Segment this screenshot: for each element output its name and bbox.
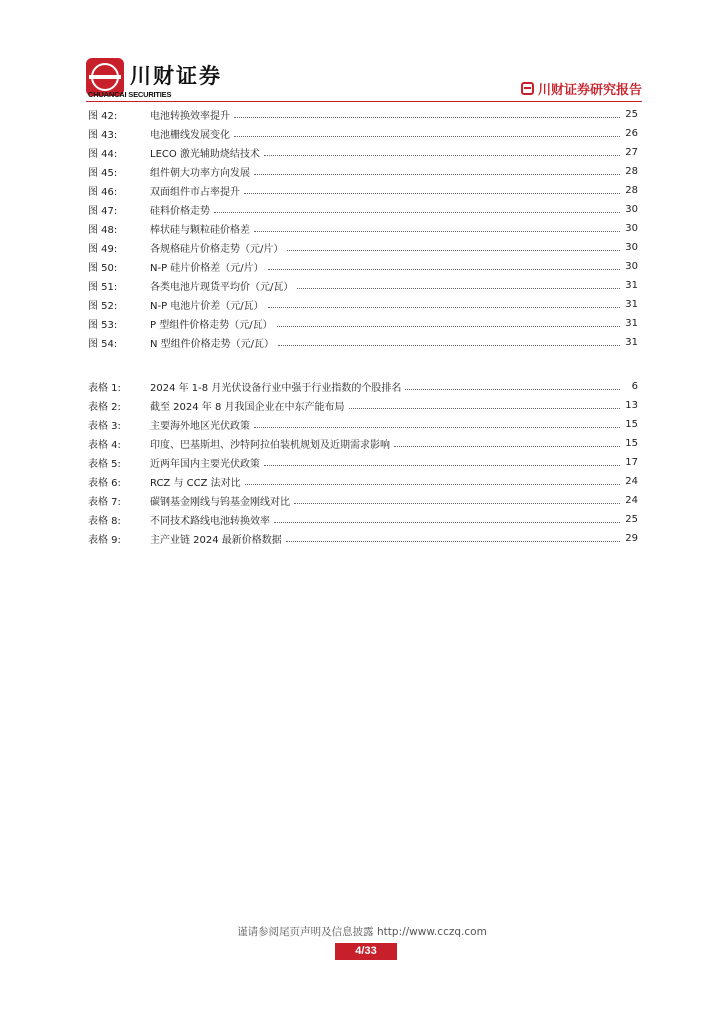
figure-entry-page: 31 (625, 280, 638, 291)
figure-entry-leader-dots (214, 212, 620, 213)
report-logo-icon (521, 82, 534, 95)
table-entry-title: 碳钢基金刚线与钨基金刚线对比 (150, 497, 290, 508)
figure-entry-title: N-P 电池片价差（元/瓦） (150, 301, 264, 312)
table-entry-page: 13 (625, 400, 638, 411)
table-entry-label: 表格 3: (88, 421, 121, 432)
figure-entry-title: 组件朝大功率方向发展 (150, 168, 250, 179)
figure-list (88, 105, 638, 352)
figure-entry-leader-dots (254, 174, 620, 175)
table-entry-page: 29 (625, 533, 638, 544)
table-entry[interactable] (88, 529, 638, 548)
figure-entry[interactable] (88, 124, 638, 143)
page-number: 4/33 (335, 943, 397, 960)
figure-entry-leader-dots (234, 136, 620, 137)
table-entry-leader-dots (245, 484, 620, 485)
company-name-en: CHUANCAI SECURITIES (88, 90, 172, 99)
table-entry-title: 近两年国内主要光伏政策 (150, 459, 260, 470)
table-entry-leader-dots (405, 389, 620, 390)
table-entry-page: 24 (625, 495, 638, 506)
figure-entry-label: 图 47: (88, 206, 118, 217)
figure-entry-label: 图 43: (88, 130, 118, 141)
figure-entry-leader-dots (287, 250, 620, 251)
table-entry-label: 表格 7: (88, 497, 121, 508)
figure-entry-page: 30 (625, 242, 638, 253)
figure-entry-page: 25 (625, 109, 638, 120)
table-entry-leader-dots (274, 522, 620, 523)
report-tag (521, 78, 642, 98)
figure-entry-title: N-P 硅片价格差（元/片） (150, 263, 264, 274)
table-entry-title: 主要海外地区光伏政策 (150, 421, 250, 432)
figure-entry-page: 31 (625, 318, 638, 329)
figure-entry-page: 31 (625, 337, 638, 348)
table-entry-leader-dots (286, 541, 620, 542)
table-entry-leader-dots (254, 427, 620, 428)
table-entry-label: 表格 2: (88, 402, 121, 413)
table-entry-leader-dots (349, 408, 620, 409)
report-tag-label: 川财证券研究报告 (537, 82, 642, 98)
figure-entry-leader-dots (264, 155, 620, 156)
page-header (86, 56, 642, 102)
table-entry-label: 表格 9: (88, 535, 121, 546)
figure-entry-leader-dots (268, 307, 620, 308)
table-entry-leader-dots (264, 465, 620, 466)
table-entry-label: 表格 1: (88, 383, 121, 394)
table-entry[interactable] (88, 491, 638, 510)
figure-entry[interactable] (88, 314, 638, 333)
table-entry[interactable] (88, 396, 638, 415)
table-entry[interactable] (88, 453, 638, 472)
table-entry[interactable] (88, 377, 638, 396)
figure-entry[interactable] (88, 200, 638, 219)
figure-entry-leader-dots (278, 345, 620, 346)
figure-entry[interactable] (88, 257, 638, 276)
table-entry-leader-dots (394, 446, 620, 447)
figure-entry-leader-dots (254, 231, 620, 232)
figure-entry-leader-dots (268, 269, 620, 270)
figure-entry[interactable] (88, 162, 638, 181)
figure-entry-leader-dots (234, 117, 620, 118)
figure-entry-label: 图 49: (88, 244, 118, 255)
figure-entry-title: 硅料价格走势 (150, 206, 210, 217)
figure-entry-label: 图 53: (88, 320, 118, 331)
table-entry-title: RCZ 与 CCZ 法对比 (150, 478, 241, 489)
figure-entry-title: P 型组件价格走势（元/瓦） (150, 320, 273, 331)
table-list (88, 377, 638, 548)
table-entry-title: 主产业链 2024 最新价格数据 (150, 535, 282, 546)
header-divider (86, 101, 642, 102)
figure-entry-page: 28 (625, 185, 638, 196)
figure-entry[interactable] (88, 276, 638, 295)
figure-entry-page: 27 (625, 147, 638, 158)
figure-entry-title: 双面组件市占率提升 (150, 187, 240, 198)
figure-entry-label: 图 45: (88, 168, 118, 179)
table-entry-label: 表格 4: (88, 440, 121, 451)
figure-entry-title: N 型组件价格走势（元/瓦） (150, 339, 275, 350)
figure-entry[interactable] (88, 219, 638, 238)
figure-entry-title: LECO 激光辅助烧结技术 (150, 149, 260, 160)
figure-entry[interactable] (88, 105, 638, 124)
figure-entry[interactable] (88, 181, 638, 200)
table-entry-title: 截至 2024 年 8 月我国企业在中东产能布局 (150, 402, 345, 413)
table-entry-title: 印度、巴基斯坦、沙特阿拉伯装机规划及近期需求影响 (150, 440, 390, 451)
company-name-cn: 川财证券 (130, 64, 222, 88)
figure-entry-title: 各规格硅片价格走势（元/片） (150, 244, 284, 255)
table-entry-title: 2024 年 1-8 月光伏设备行业中强于行业指数的个股排名 (150, 383, 402, 394)
table-entry-label: 表格 5: (88, 459, 121, 470)
figure-entry-page: 30 (625, 204, 638, 215)
figure-entry-title: 电池转换效率提升 (150, 111, 230, 122)
table-entry-page: 24 (625, 476, 638, 487)
figure-entry-title: 各类电池片现货平均价（元/瓦） (150, 282, 294, 293)
table-entry-title: 不同技术路线电池转换效率 (150, 516, 270, 527)
figure-entry-page: 30 (625, 261, 638, 272)
figure-entry-page: 30 (625, 223, 638, 234)
figure-entry-page: 31 (625, 299, 638, 310)
table-entry-label: 表格 8: (88, 516, 121, 527)
figure-entry-label: 图 51: (88, 282, 118, 293)
figure-entry-page: 28 (625, 166, 638, 177)
figure-entry-leader-dots (244, 193, 620, 194)
table-entry[interactable] (88, 415, 638, 434)
table-entry-label: 表格 6: (88, 478, 121, 489)
figure-entry-label: 图 48: (88, 225, 118, 236)
figure-entry-label: 图 54: (88, 339, 118, 350)
table-entry-page: 6 (631, 381, 638, 392)
figure-entry-title: 棒状硅与颗粒硅价格差 (150, 225, 250, 236)
figure-entry-page: 26 (625, 128, 638, 139)
figure-entry-label: 图 46: (88, 187, 118, 198)
table-entry-page: 17 (625, 457, 638, 468)
table-entry-page: 15 (625, 419, 638, 430)
figure-entry[interactable] (88, 143, 638, 162)
table-entry-page: 15 (625, 438, 638, 449)
table-entry[interactable] (88, 472, 638, 491)
figure-entry-title: 电池栅线发展变化 (150, 130, 230, 141)
figure-entry-label: 图 42: (88, 111, 118, 122)
table-entry-leader-dots (294, 503, 620, 504)
figure-entry-leader-dots (277, 326, 620, 327)
table-entry[interactable] (88, 510, 638, 529)
figure-entry-label: 图 50: (88, 263, 118, 274)
figure-entry-leader-dots (297, 288, 620, 289)
figure-entry[interactable] (88, 238, 638, 257)
footer-disclaimer: 谨请参阅尾页声明及信息披露 http://www.cczq.com (237, 926, 487, 938)
table-entry[interactable] (88, 434, 638, 453)
figure-entry-label: 图 52: (88, 301, 118, 312)
figure-entry[interactable] (88, 333, 638, 352)
figure-entry[interactable] (88, 295, 638, 314)
table-entry-page: 25 (625, 514, 638, 525)
figure-entry-label: 图 44: (88, 149, 118, 160)
